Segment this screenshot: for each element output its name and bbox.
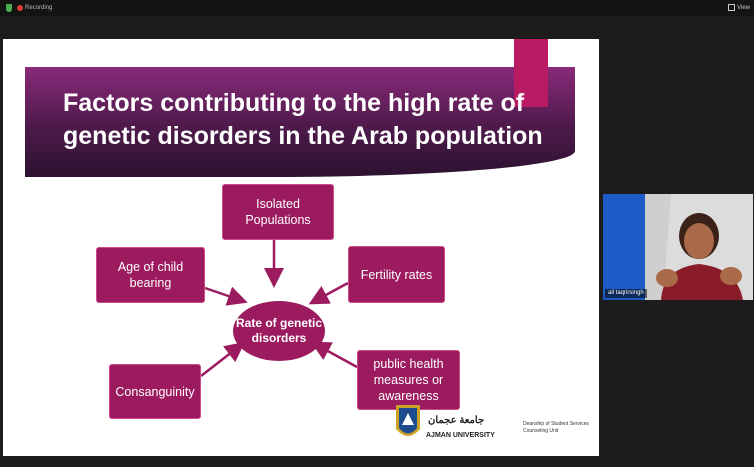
grid-view-icon (728, 4, 735, 11)
meeting-top-bar (0, 0, 754, 16)
logo-arabic-text: جامعة عجمان (428, 415, 485, 426)
participant-name-label: all taqrirsingh (605, 289, 647, 298)
arrow-consanguinity (201, 345, 241, 376)
logo-english-text: AJMAN UNIVERSITY (426, 432, 495, 439)
participant-video-feed (603, 194, 753, 300)
ajman-university-logo (392, 403, 424, 445)
factor-public-health: public health measures or awareness (357, 350, 460, 410)
deanship-line-1: Deanship of Student Services (523, 421, 589, 427)
recording-label: Recording (25, 5, 53, 11)
participant-video-tile[interactable] (603, 194, 753, 300)
arrow-age (205, 288, 243, 301)
shared-slide (3, 39, 599, 456)
deanship-line-2: Counseling Unit (523, 428, 559, 434)
view-button[interactable] (728, 2, 750, 14)
arrow-public-health (315, 344, 357, 367)
center-rate-of-genetic-disorders: Rate of genetic disorders (233, 301, 325, 361)
diagram-arrows (3, 39, 599, 456)
arrow-fertility (313, 283, 348, 302)
security-shield-icon[interactable] (6, 4, 12, 12)
factor-consanguinity: Consanguinity (109, 364, 201, 419)
factor-age-of-child-bearing: Age of child bearing (96, 247, 205, 303)
factor-isolated-populations: Isolated Populations (222, 184, 334, 240)
slide-title: Factors contributing to the high rate of genetic disorders in the Arab population (63, 89, 543, 150)
factor-fertility-rates: Fertility rates (348, 246, 445, 303)
recording-icon (17, 5, 23, 11)
view-label: View (737, 5, 750, 11)
